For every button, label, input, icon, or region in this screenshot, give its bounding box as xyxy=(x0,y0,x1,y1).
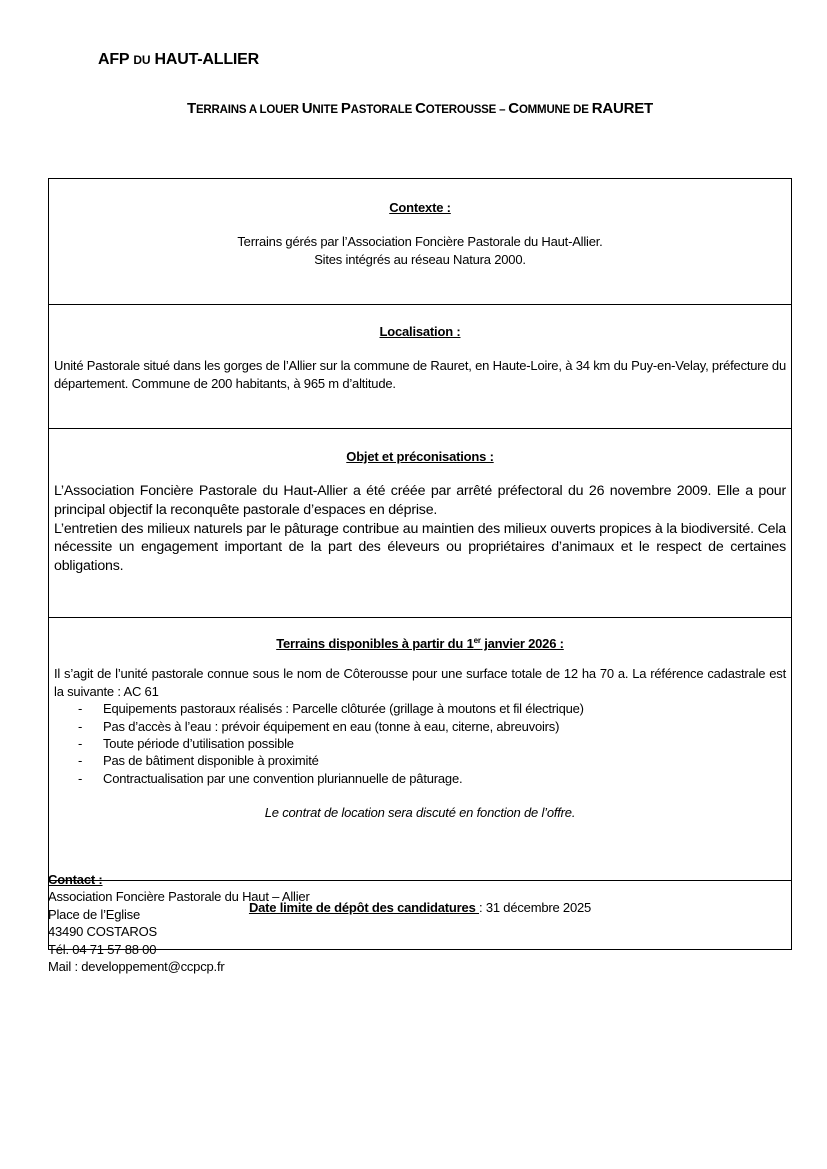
list-item xyxy=(54,700,786,717)
objet-paragraph: L’entretien des milieux naturels par le pâturage contribue au maintien des milieux ouverts propices à la biodiversité. Cela nécessite un engagement important de la part des éleveurs ou propriétaires d’animaux et le respect de certaines obligations. xyxy=(54,520,786,574)
terrains-heading-text: janvier 2026 : xyxy=(480,636,564,651)
section-objet xyxy=(49,429,792,618)
list-item xyxy=(54,735,786,752)
title-part: OMMUNE DE xyxy=(518,104,592,116)
title-part: T xyxy=(186,100,196,117)
info-table xyxy=(48,178,792,950)
terrains-intro: Il s’agit de l’unité pastorale connue sous le nom de Côterousse pour une surface totale de 12 ha 70 a. La référence cadastrale est la suivante : AC 61 xyxy=(54,666,786,699)
deadline-label: Date limite de dépôt des candidatures xyxy=(248,900,480,915)
org-name-part: HAUT-ALLIER xyxy=(150,51,259,68)
contact-email: Mail : developpement@ccpcp.fr xyxy=(48,959,225,975)
contact-organization: Association Foncière Pastorale du Haut – Allier xyxy=(48,889,310,905)
organization-title xyxy=(98,51,259,69)
dash-bullet: - xyxy=(78,701,83,717)
title-part: NITE xyxy=(312,104,341,116)
document-title xyxy=(48,100,792,117)
list-item-text: Toute période d’utilisation possible xyxy=(103,736,294,752)
objet-paragraph: L’Association Foncière Pastorale du Haut-Allier a été créée par arrêté préfectoral du 26 novembre 2009. Elle a pour principal objectif la reconquête pastorale d’espaces en déprise. xyxy=(54,483,786,518)
section-terrains xyxy=(49,618,792,881)
title-part: C xyxy=(508,100,519,117)
contact-heading: Contact : xyxy=(48,872,103,887)
list-item xyxy=(54,770,786,787)
terrains-list xyxy=(54,700,786,787)
dash-bullet: - xyxy=(78,770,83,786)
dash-bullet: - xyxy=(78,753,83,769)
localisation-heading: Localisation : xyxy=(379,324,461,339)
objet-cell xyxy=(49,429,792,618)
title-part: RAURET xyxy=(591,100,654,117)
title-part: ERRAINS A LOUER xyxy=(195,104,302,116)
contexte-heading: Contexte : xyxy=(389,200,451,215)
title-part: OTEROUSSE – xyxy=(425,104,509,116)
localisation-cell xyxy=(49,305,792,429)
terrains-cell xyxy=(49,618,792,881)
contexte-line: Terrains gérés par l’Association Foncière Pastorale du Haut-Allier. xyxy=(237,234,603,250)
org-name-part: DU xyxy=(133,53,151,67)
deadline-value: : 31 décembre 2025 xyxy=(479,900,592,915)
contexte-cell xyxy=(49,179,792,305)
contact-block xyxy=(48,871,310,975)
section-localisation xyxy=(49,305,792,429)
title-part: U xyxy=(301,100,313,117)
contract-note: Le contrat de location sera discuté en fonction de l’offre. xyxy=(264,805,576,821)
contact-postal-city: 43490 COSTAROS xyxy=(48,924,157,940)
list-item-text: Pas de bâtiment disponible à proximité xyxy=(103,753,319,769)
list-item xyxy=(54,718,786,735)
list-item-text: Equipements pastoraux réalisés : Parcelle clôturée (grillage à moutons et fil électrique) xyxy=(103,701,584,717)
list-item xyxy=(54,752,786,769)
dash-bullet: - xyxy=(78,736,83,752)
dash-bullet: - xyxy=(78,718,83,734)
org-name-part: AFP xyxy=(98,51,134,68)
objet-heading: Objet et préconisations : xyxy=(346,449,494,464)
contact-phone: Tél. 04 71 57 88 00 xyxy=(48,941,157,957)
terrains-heading xyxy=(54,635,786,652)
localisation-text: Unité Pastorale situé dans les gorges de l’Allier sur la commune de Rauret, en Haute-Loire, à 34 km du Puy-en-Velay, préfecture du département. Commune de 200 habitants, à 965 m d’altitude. xyxy=(54,358,786,391)
list-item-text: Contractualisation par une convention pluriannuelle de pâturage. xyxy=(103,770,463,786)
contact-address: Place de l’Eglise xyxy=(48,906,140,922)
title-part: P xyxy=(340,100,351,117)
list-item-text: Pas d’accès à l’eau : prévoir équipement en eau (tonne à eau, citerne, abreuvoirs) xyxy=(103,718,560,734)
contexte-line: Sites intégrés au réseau Natura 2000. xyxy=(314,251,526,267)
terrains-heading-sup: er xyxy=(473,636,481,645)
section-contexte xyxy=(49,179,792,305)
title-part: ASTORALE xyxy=(350,104,416,116)
title-part: C xyxy=(415,100,426,117)
terrains-heading-text: Terrains disponibles à partir du 1 xyxy=(276,636,474,651)
